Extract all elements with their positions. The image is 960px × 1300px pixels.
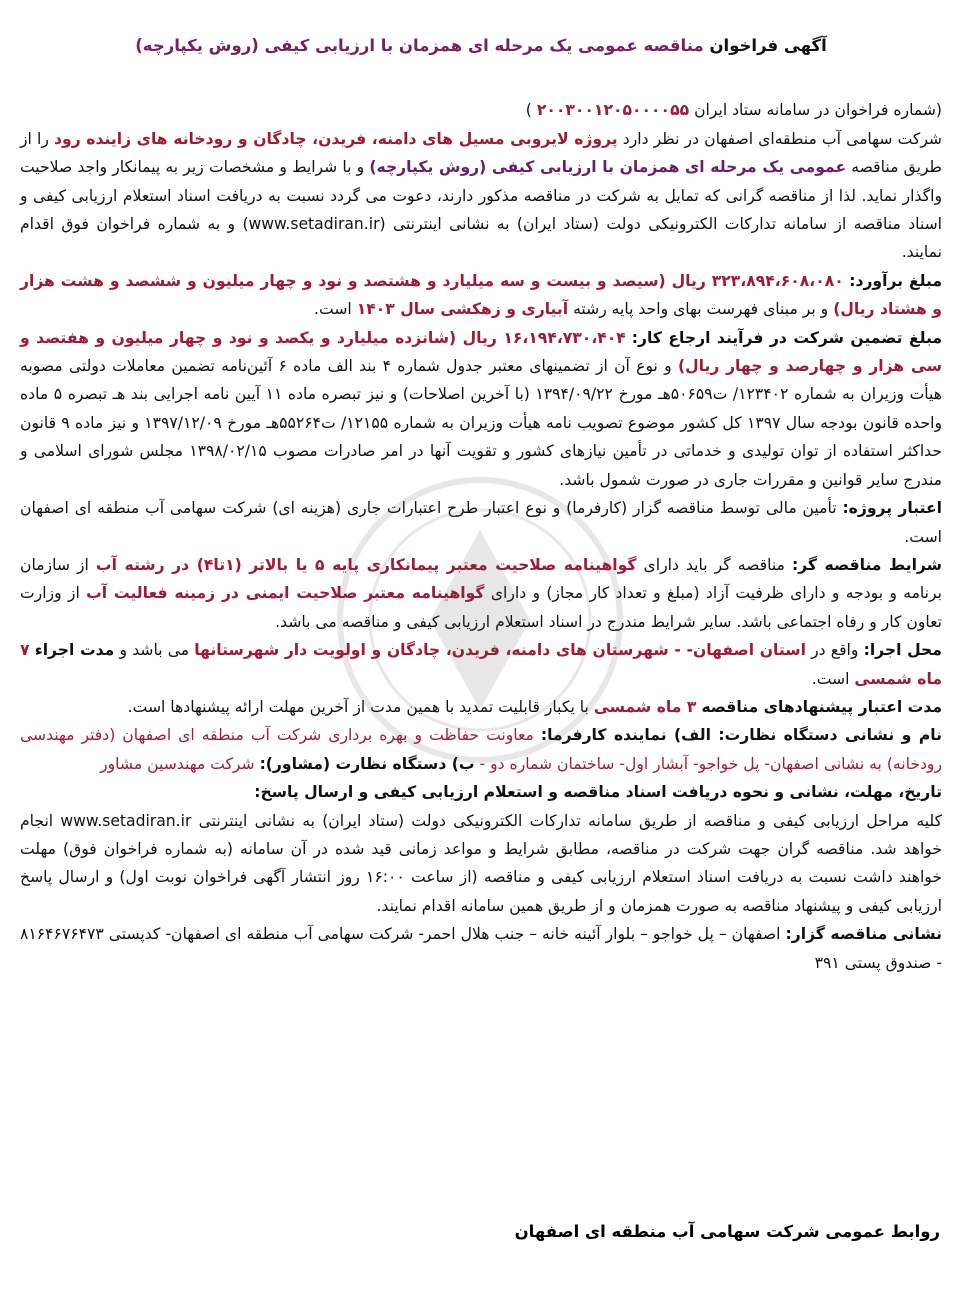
address-text: اصفهان – پل خواجو – بلوار آئینه خانه – جنب هلال احمر- شرکت سهامی آب منطقه ای اصفهان- کدپستی ۸۱۶۴۶۷۶۴۷۳ - صندوق پستی ۳۹۱ bbox=[20, 925, 942, 972]
location-paragraph bbox=[20, 636, 942, 693]
location-end: است. bbox=[811, 669, 850, 688]
credit-paragraph bbox=[20, 494, 942, 551]
reference-label: (شماره فراخوان در سامانه ستاد ایران bbox=[694, 101, 942, 120]
intro-paragraph bbox=[20, 125, 942, 267]
contractor-certificate: گواهینامه صلاحیت معتبر پیمانکاری پایه ۵ یا بالاتر (۱تا۴) در رشته آب bbox=[95, 555, 637, 574]
location-text-b: می باشد و bbox=[119, 641, 190, 660]
title-prefix: آگهی فراخوان bbox=[709, 36, 827, 55]
conditions-text-c: از وزارت تعاون کار و رفاه اجتماعی باشد. سایر شرایط مندرج در اسناد استعلام ارزیابی کیفی و مناقصه می باشد. bbox=[20, 584, 942, 631]
guarantee-amount: ۱۶،۱۹۴،۷۳۰،۴۰۴ ریال (شانزده میلیارد و یکصد و نود و چهار میلیون و هفتصد و سی هزار و چهارصد و چهار ریال) bbox=[20, 328, 942, 376]
validity-paragraph bbox=[20, 693, 942, 721]
address-label: نشانی مناقصه گزار: bbox=[785, 925, 942, 944]
location-text-a: واقع در bbox=[811, 641, 859, 660]
reference-number-line bbox=[20, 96, 942, 124]
documents-paragraph: کلیه مراحل ارزیابی کیفی و مناقصه از طریق سامانه تدارکات الکترونیکی دولت (ستاد ایران) به نشانی اینترنتی www.setadiran.ir انجام خواهد شد. مناقصه گران جهت شرکت در مناقصه، مطابق شرایط و مواعد زمانی قید شده در آن سامانه (به شماره فراخوان فوق) مهلت خواهند داشت نسبت به دریافت اسناد استعلام ارزیابی کیفی و مناقصه (از ساعت ۱۶:۰۰ روز انتشار آگهی فراخوان نوبت اول) و ارسال پاسخ ارزیابی کیفی و پیشنهاد مناقصه به صورت همزمان و از طریق همین سامانه اقدام نمایند. bbox=[20, 811, 942, 915]
safety-certificate: گواهینامه معتبر صلاحیت ایمنی در زمینه فعالیت آب bbox=[86, 584, 485, 603]
conditions-paragraph bbox=[20, 551, 942, 636]
guarantee-text: و نوع آن از تضمینهای معتبر جدول شماره ۴ بند الف ماده ۶ آئین‌نامه تضمین معاملات دولتی مصوبه هیأت وزیران به شماره ۱۲۳۴۰۲/ ت۵۰۶۵۹هـ مورخ ۱۳۹۴/۰۹/۲۲ (با آخرین اصلاحات) و نیز تبصره ماده ۱۱ آیین نامه اجرایی بند هـ تبصره ۵ ماده واحده قانون بودجه سال ۱۳۹۷ کل کشور موضوع تصویب نامه هیأت وزیران به شماره ۱۲۱۵۵/ ت۵۵۲۶۴هـ مورخ ۱۳۹۷/۱۲/۰۹ و نیز ماده ۹ قانون حداکثر استفاده از توان تولیدی و خدماتی در تأمین نیازهای کشور و تقویت آنها در امر صادرات مصوب ۱۳۹۸/۰۲/۱۵ مجلس شورای اسلامی و مندرج سایر قوانین و مقررات جاری در صورت شمول باشد. bbox=[20, 357, 942, 489]
consultant-name: شرکت مهندسین مشاور bbox=[100, 754, 255, 773]
validity-period: ۳ ماه شمسی bbox=[593, 697, 697, 716]
intro-text-b: را از طریق مناقصه bbox=[20, 129, 942, 177]
guarantee-paragraph bbox=[20, 324, 942, 494]
conditions-label: شرایط مناقصه گر: bbox=[792, 555, 942, 574]
notice-title bbox=[20, 32, 942, 60]
reference-number: ۲۰۰۳۰۰۱۲۰۵۰۰۰۰۵۵ bbox=[536, 101, 690, 120]
intro-text-a: شرکت سهامی آب منطقه‌ای اصفهان در نظر دارد bbox=[622, 129, 942, 148]
guarantee-label: مبلغ تضمین شرکت در فرآیند ارجاع کار: bbox=[631, 328, 942, 347]
credit-text: تأمین مالی توسط مناقصه گزار (کارفرما) و نوع اعتبار طرح اعتبارات جاری (هزینه ای) شرکت سهامی آب منطقه ای اصفهان است. bbox=[20, 499, 942, 546]
documents-heading: تاریخ، مهلت، نشانی و نحوه دریافت اسناد مناقصه و استعلام ارزیابی کیفی و ارسال پاسخ: bbox=[254, 783, 942, 802]
duration-value: ۷ ماه شمسی bbox=[20, 641, 942, 688]
intro-text-c: و با شرایط و مشخصات زیر به پیمانکار واجد صلاحیت واگذار نماید. لذا از مناقصه گرانی که تمایل به شرکت در مناقصه مذکور دارند، دعوت می گردد نسبت به دریافت اسناد استعلام ارزیابی کیفی و اسناد مناقصه از سامانه تدارکات الکترونیکی دولت (ستاد ایران) به نشانی اینترنتی (www.setadiran.ir) و به شماره فراخوان فوق اقدام نمایند. bbox=[20, 158, 942, 262]
supervision-address: به نشانی اصفهان- پل خواجو- آبشار اول- ساختمان شماره دو - bbox=[479, 754, 882, 773]
title-main: مناقصه عمومی یک مرحله ای همزمان با ارزیابی کیفی (روش یکپارچه) bbox=[135, 36, 704, 55]
validity-text: با یکبار قابلیت تمدید با همین مدت از آخرین مهلت ارائه پیشنهادها است. bbox=[127, 697, 589, 716]
validity-label: مدت اعتبار پیشنهادهای مناقصه bbox=[701, 697, 942, 716]
public-relations-signature: روابط عمومی شرکت سهامی آب منطقه ای اصفهان bbox=[514, 1222, 940, 1241]
location-label: محل اجرا: bbox=[863, 641, 942, 660]
supervision-label: نام و نشانی دستگاه نظارت: الف) نماینده کارفرما: bbox=[540, 726, 942, 745]
tender-method: عمومی یک مرحله ای همزمان با ارزیابی کیفی (روش یکپارچه) bbox=[369, 158, 847, 177]
address-paragraph bbox=[20, 920, 942, 977]
conditions-text-a: مناقصه گر باید دارای bbox=[643, 555, 785, 574]
estimate-text: و بر مبنای فهرست بهای واحد پایه رشته bbox=[573, 300, 829, 319]
estimate-paragraph bbox=[20, 267, 942, 324]
supervision-paragraph bbox=[20, 721, 942, 778]
estimate-end: است. bbox=[314, 300, 352, 319]
location-place: استان اصفهان- - شهرستان های دامنه، فریدن، چادگان و اولویت دار شهرستانها bbox=[194, 641, 806, 660]
duration-label: مدت اجراء bbox=[34, 641, 115, 660]
conditions-text-b: از سازمان برنامه و بودجه و دارای ظرفیت آزاد (مبلغ و تعداد کار مجاز) و دارای bbox=[20, 555, 942, 603]
estimate-base: آبیاری و زهکشی سال ۱۴۰۳ bbox=[356, 300, 569, 319]
employer-representative: معاونت حفاظت و بهره برداری شرکت آب منطقه ای اصفهان (دفتر مهندسی رودخانه) bbox=[20, 726, 942, 773]
project-title: پروژه لایروبی مسیل های دامنه، فریدن، چادگان و رودخانه های زاینده رود bbox=[54, 129, 618, 148]
estimate-amount: ۳۲۳،۸۹۴،۶۰۸،۰۸۰ ریال (سیصد و بیست و سه میلیارد و هشتصد و نود و چهار میلیون و ششصد و هشت هزار و هشتاد ریال) bbox=[20, 271, 942, 319]
estimate-label: مبلغ برآورد: bbox=[849, 271, 942, 290]
reference-close: ) bbox=[525, 101, 532, 120]
consultant-label: ب) دستگاه نظارت (مشاور): bbox=[259, 754, 475, 773]
credit-label: اعتبار پروژه: bbox=[842, 499, 942, 518]
